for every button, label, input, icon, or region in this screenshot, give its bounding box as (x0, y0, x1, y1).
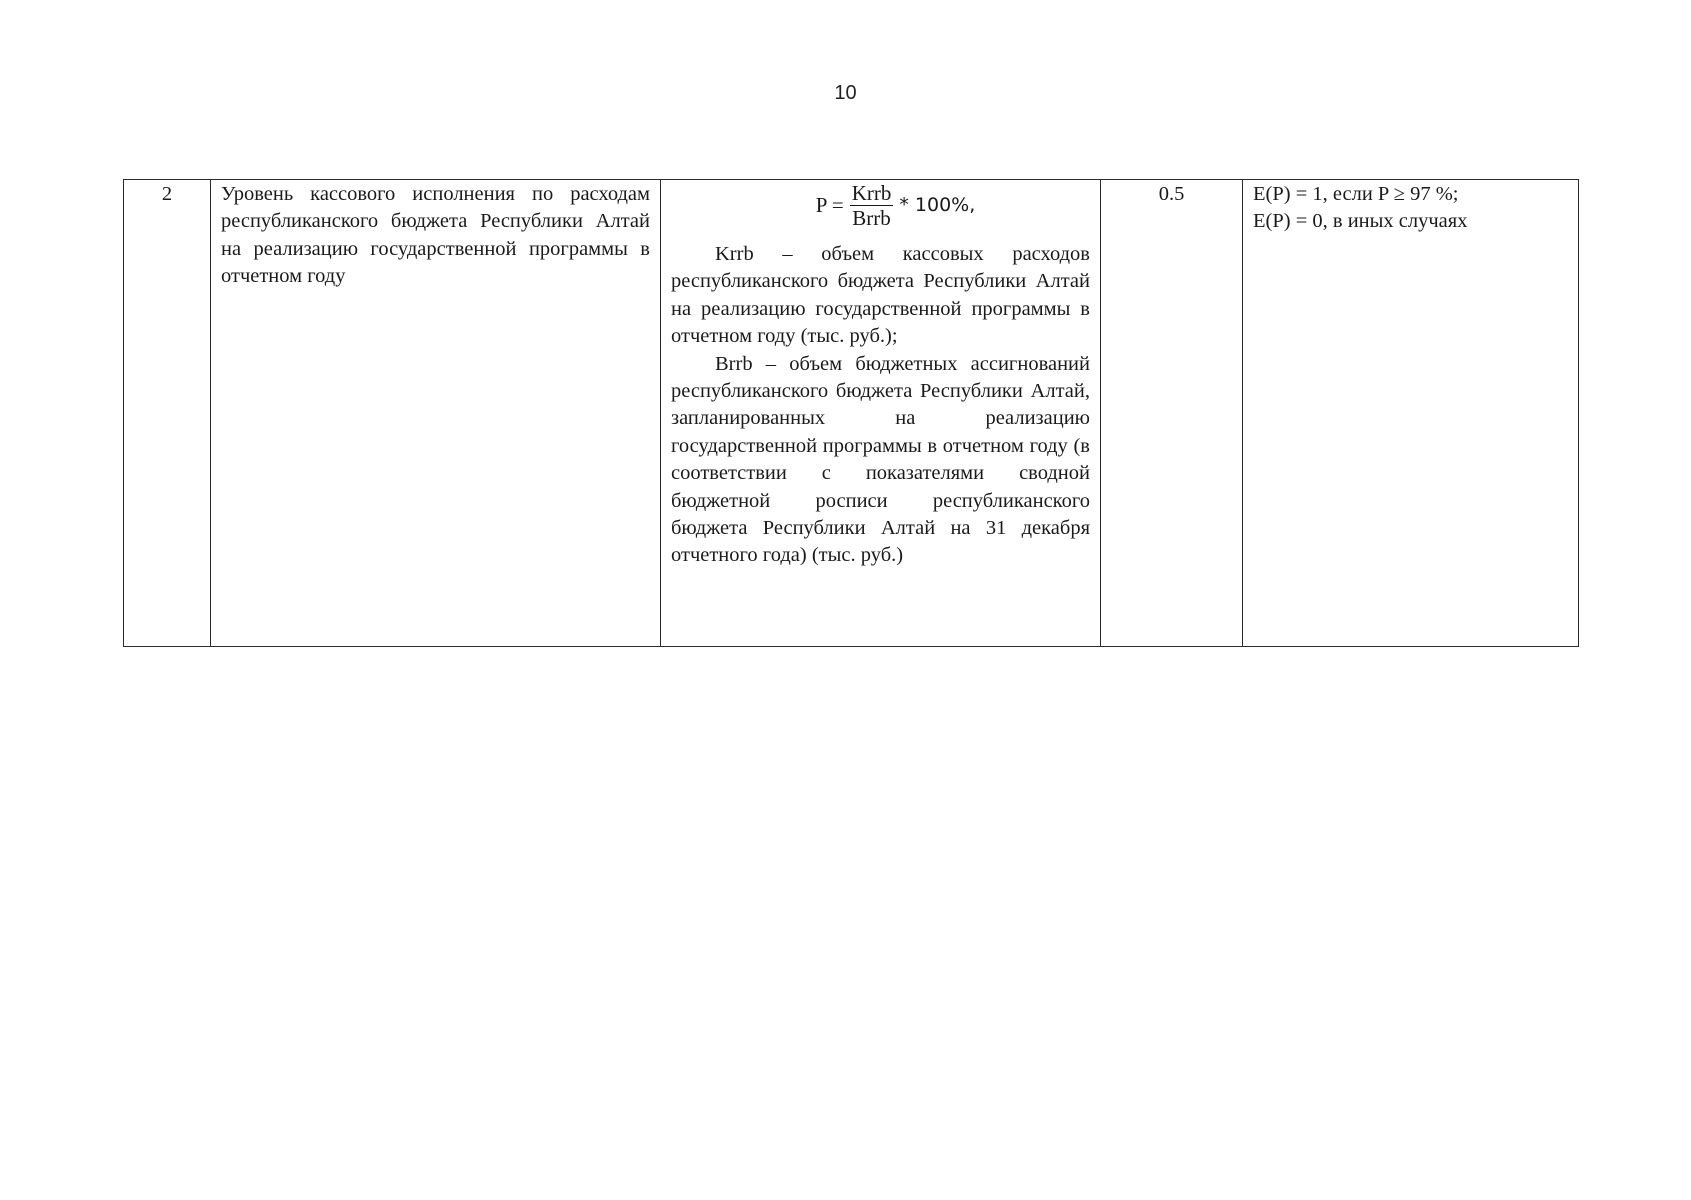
weight-cell: 0.5 (1101, 180, 1243, 647)
indicator-table (123, 179, 1579, 647)
formula-fraction (850, 181, 894, 230)
criteria-cell (1243, 180, 1579, 647)
formula-block (671, 181, 1090, 241)
formula-cell (661, 180, 1101, 647)
formula-numerator: Krrb (851, 181, 892, 205)
formula-lhs: P = (815, 192, 844, 217)
indicator-name-cell (211, 180, 661, 647)
formula-tail: * 100%, (899, 193, 976, 216)
criteria-line-2: E(P) = 0, в иных случаях (1253, 210, 1468, 233)
table-row (124, 180, 1579, 647)
page-number: 10 (834, 82, 857, 104)
indicator-name: Уровень кассового исполнения по расходам республиканского бюджета Республики Алтай на реализацию государственной программы в отчетном году (221, 183, 650, 288)
row-number-cell: 2 (124, 180, 211, 647)
formula-denominator: Brrb (852, 206, 891, 230)
criteria-line-1: E(P) = 1, если P ≥ 97 %; (1253, 183, 1459, 205)
formula (816, 181, 976, 230)
definition-brrb: Brrb – объем бюджетных ассигнований республиканского бюджета Республики Алтай, запланированных на реализацию государственной программы в отчетном году (в соответствии с показателями сводной бюджетной росписи республиканского бюджета Республики Алтай на 31 декабря отчетного года) (тыс. руб.) (671, 352, 1090, 567)
definition-krrb: Krrb – объем кассовых расходов республиканского бюджета Республики Алтай на реализацию государственной программы в отчетном году (тыс. руб.); (671, 243, 1090, 348)
